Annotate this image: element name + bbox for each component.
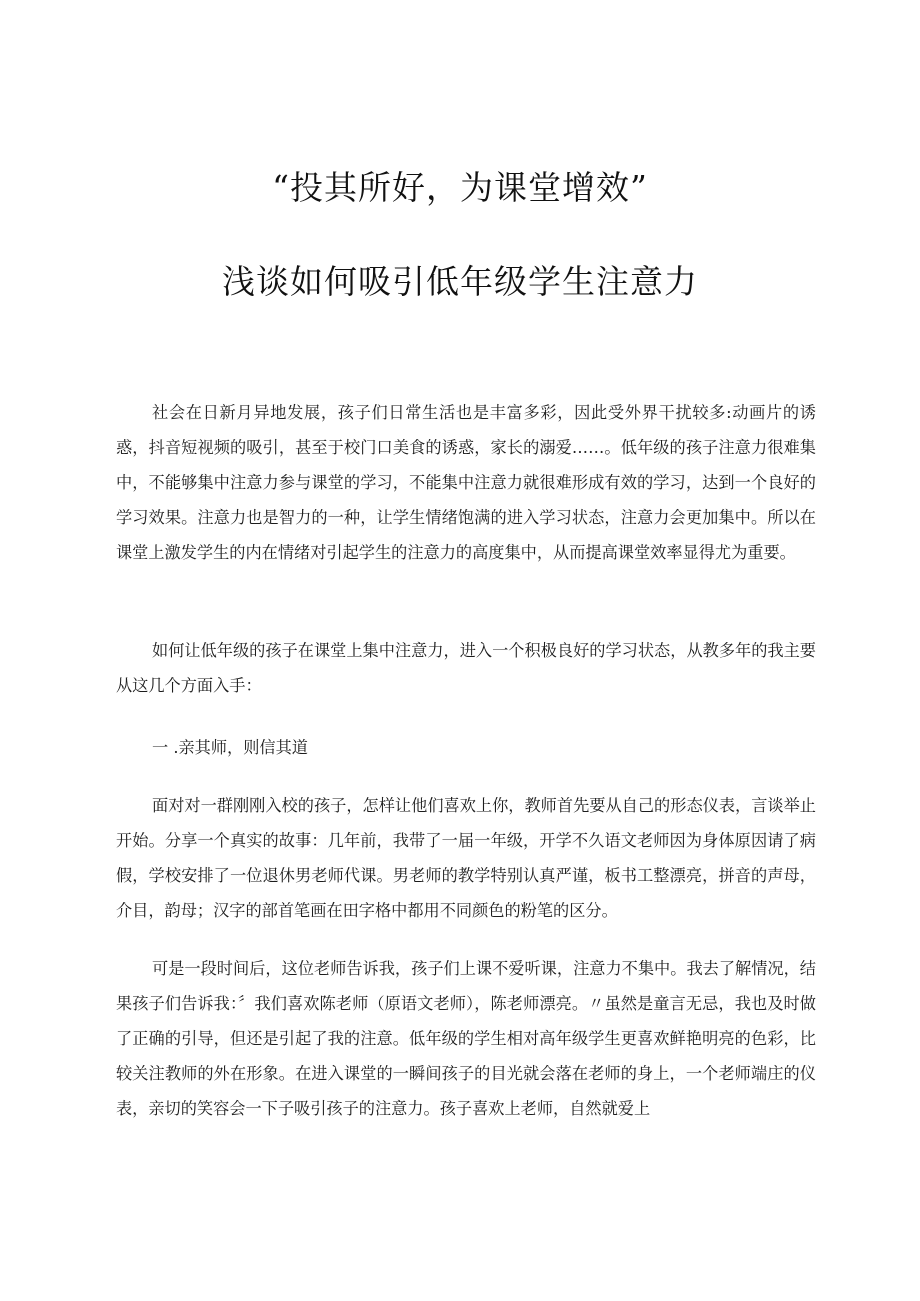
document-title-line2: 浅谈如何吸引低年级学生注意力 <box>222 262 698 301</box>
paragraph-approach <box>116 633 816 703</box>
paragraph-observation <box>116 951 816 1126</box>
paragraph-intro <box>116 395 816 570</box>
paragraph-text: 社会在日新月异地发展，孩子们日常生活也是丰富多彩，因此受外界干扰较多:动画片的诱惑，抖音短视频的吸引，甚至于校门口美食的诱惑，家长的溺爱……。低年级的孩子注意力很难集中，不能够集中注意力参与课堂的学习，不能集中注意力就很难形成有效的学习，达到一个良好的学习效果。注意力也是智力的一种，让学生情绪饱满的进入学习状态，注意力会更加集中。所以在课堂上激发学生的内在情绪对引起学生的注意力的高度集中，从而提高课堂效率显得尤为重要。 <box>116 403 816 562</box>
document-title-line1: “投其所好，为课堂增效” <box>272 168 648 207</box>
paragraph-text: 如何让低年级的孩子在课堂上集中注意力，进入一个积极良好的学习状态，从教多年的我主要从这几个方面入手： <box>116 641 816 695</box>
paragraph-text: 面对对一群刚刚入校的孩子，怎样让他们喜欢上你，教师首先要从自己的形态仪表，言谈举止开始。分享一个真实的故事：几年前，我带了一届一年级，开学不久语文老师因为身体原因请了病假，学校安排了一位退休男老师代课。男老师的教学特别认真严谨，板书工整漂亮，拼音的声母，介目，韵母；汉字的部首笔画在田字格中都用不同颜色的粉笔的区分。 <box>116 796 816 920</box>
section-heading-1 <box>116 730 816 765</box>
section-heading-text: 一 .亲其师，则信其道 <box>152 738 308 757</box>
paragraph-text: 可是一段时间后，这位老师告诉我，孩子们上课不爱听课，注意力不集中。我去了解情况，结果孩子们告诉我：〞我们喜欢陈老师（原语文老师），陈老师漂亮。〃虽然是童言无忌，我也及时做了正确的引导，但还是引起了我的注意。低年级的学生相对高年级学生更喜欢鲜艳明亮的色彩，比较关注教师的外在形象。在进入课堂的一瞬间孩子的目光就会落在老师的身上，一个老师端庄的仪表，亲切的笑容会一下子吸引孩子的注意力。孩子喜欢上老师，自然就爱上 <box>116 959 816 1118</box>
paragraph-story <box>116 788 816 928</box>
